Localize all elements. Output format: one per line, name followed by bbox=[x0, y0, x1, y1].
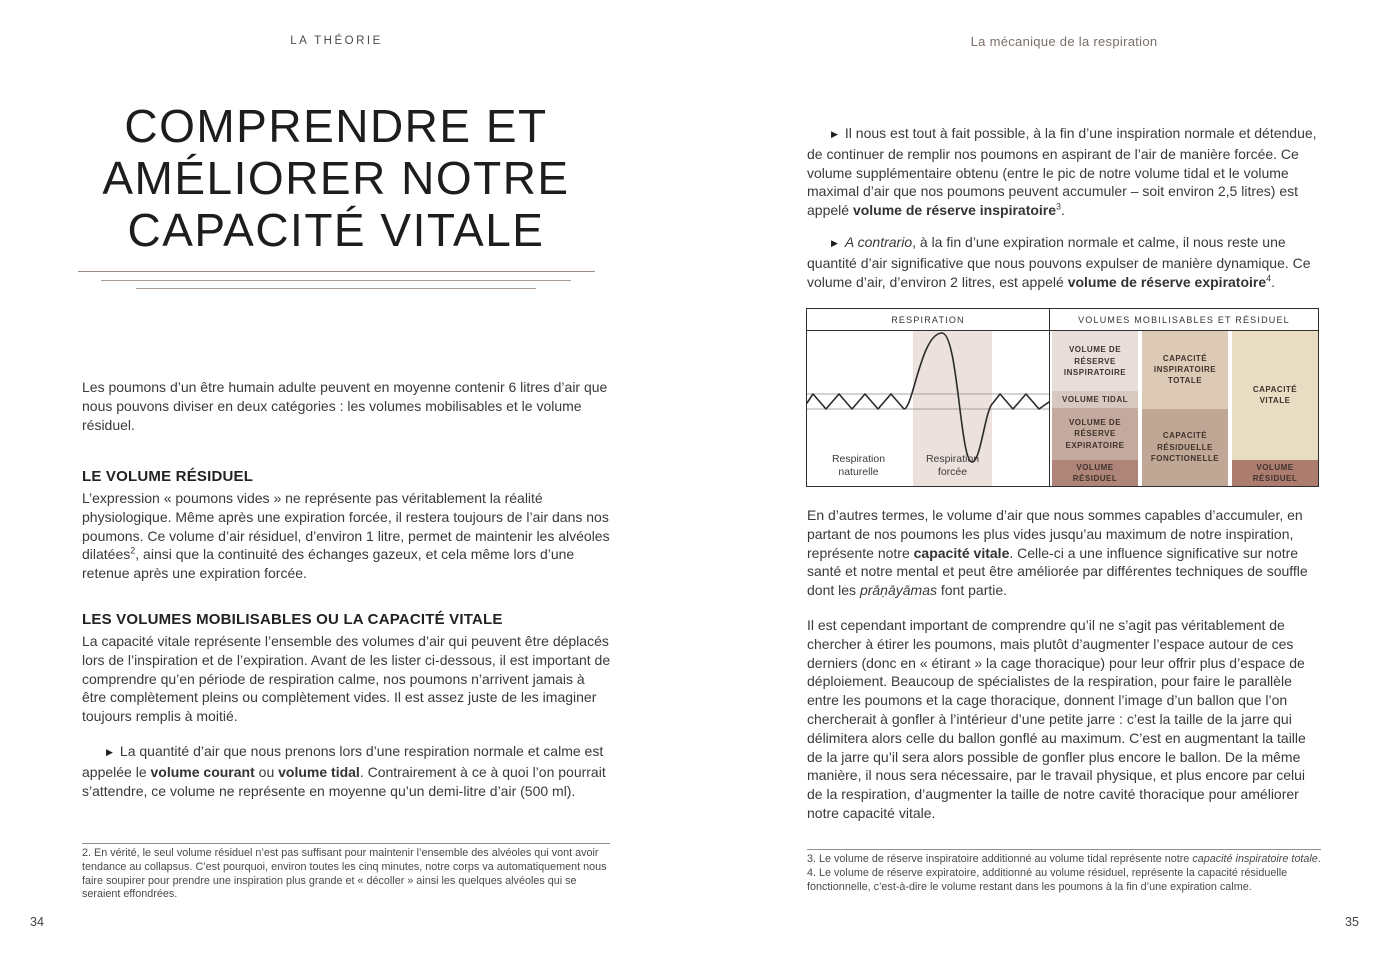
footnote-ref-4: 4 bbox=[1266, 272, 1272, 283]
footnote-ref-3: 3 bbox=[1056, 201, 1062, 212]
section-heading-volumes-mobilisables: LES VOLUMES MOBILISABLES OU LA CAPACITÉ VITALE bbox=[82, 611, 503, 628]
block-volume-reserve-expiratoire bbox=[1052, 408, 1138, 459]
block-label: VOLUME DE RÉSERVE EXPIRATOIRE bbox=[1065, 418, 1125, 450]
bullet-arrow-icon: ▶ bbox=[831, 237, 838, 248]
paragraph-volume-residuel bbox=[82, 489, 612, 583]
text-segment: En d’autres termes, le volume d’air que nous sommes capables d’accumuler, en partant de nos poumons les plus vides jusqu’au maximum de notre inspiration, représente notre bbox=[807, 507, 1303, 561]
running-head-left: LA THÉORIE bbox=[290, 35, 383, 47]
decorative-rule bbox=[101, 280, 571, 281]
block-label: VOLUME DE RÉSERVE INSPIRATOIRE bbox=[1063, 345, 1127, 377]
bullet-paragraph-reserve-inspiratoire bbox=[807, 124, 1323, 220]
text-segment: 3. Le volume de réserve inspiratoire additionné au volume tidal représente notre bbox=[807, 853, 1193, 865]
block-volume-residuel-1 bbox=[1052, 460, 1138, 486]
diagram-header-respiration: RESPIRATION bbox=[807, 309, 1050, 330]
footnotes-right bbox=[807, 853, 1321, 894]
block-label: VOLUME RÉSIDUEL bbox=[1072, 462, 1118, 483]
text-segment: Il nous est tout à fait possible, à la fin d’une inspiration normale et détendue, de continuer de remplir nos poumons en aspirant de l’air de manière forcée. Ce volume supplémentaire obtenu (entre le pic de notre volume tidal et le volume maximal d’air que nos poumons peuvent accumuler – soit environ 2,5 litres) est appelé bbox=[807, 125, 1317, 219]
footnote-ref-2: 2 bbox=[130, 545, 136, 556]
text-segment: . Celle-ci a une influence significative sur notre santé et notre mental et peut être améliorée par différentes techniques de souffle dont les bbox=[807, 544, 1308, 599]
text-segment: . Contrairement à ce à quoi l’on pourrait s’attendre, ce volume ne représente en moyenne qu’un demi-litre d’air (500 ml). bbox=[82, 763, 606, 799]
running-head-right: La mécanique de la respiration bbox=[970, 34, 1158, 49]
bold-volume-reserve-inspiratoire: volume de réserve inspiratoire bbox=[852, 202, 1057, 219]
footnote-3 bbox=[807, 853, 1321, 867]
block-label: CAPACITÉ VITALE bbox=[1252, 385, 1298, 406]
italic-a-contrario: A contrario bbox=[844, 234, 913, 250]
volume-columns bbox=[1050, 331, 1318, 486]
block-label: CAPACITÉ INSPIRATOIRE TOTALE bbox=[1153, 353, 1217, 386]
chapter-title bbox=[40, 100, 632, 256]
footnote-rule-right bbox=[807, 849, 1321, 850]
page-number-right: 35 bbox=[1345, 915, 1359, 929]
bold-volume-courant: volume courant bbox=[150, 763, 255, 780]
italic-capacite-inspiratoire-totale: capacité inspiratoire totale bbox=[1192, 853, 1318, 865]
respiration-wave-panel bbox=[807, 331, 1050, 486]
bullet-arrow-icon: ▶ bbox=[831, 128, 838, 139]
text-segment: . bbox=[1061, 202, 1065, 219]
lung-volumes-diagram bbox=[806, 308, 1319, 487]
block-capacite-residuelle-fonctionelle bbox=[1142, 409, 1228, 487]
decorative-rule bbox=[136, 288, 536, 289]
text-segment: font partie. bbox=[936, 582, 1008, 599]
block-volume-tidal bbox=[1052, 391, 1138, 408]
section-heading-volume-residuel: LE VOLUME RÉSIDUEL bbox=[82, 468, 254, 485]
diagram-body bbox=[807, 331, 1318, 486]
text-segment: , ainsi que la continuité des échanges gazeux, et cela même lors d’une retenue après une expiration forcée. bbox=[82, 546, 575, 582]
text-segment: , à la fin d’une expiration normale et calme, il nous reste une quantité d’air significative que nous pouvons expulser de manière dynamique. Ce volume d’air, d’environ 2 litres, est appelé bbox=[807, 234, 1311, 290]
label-respiration-naturelle: Respiration naturelle bbox=[831, 452, 886, 479]
volume-column-1 bbox=[1052, 331, 1138, 486]
bullet-paragraph-reserve-expiratoire bbox=[807, 233, 1323, 291]
paragraph-jarre-ballon: Il est cependant important de comprendre qu’il ne s’agit pas véritablement de chercher à étirer les poumons, mais plutôt d’augmenter l’espace autour de ces derniers (donc en « étirant » la cage thoracique) pour leur offrir plus d’espace de déploiement. Beaucoup de spécialistes de la respiration, pour faire le parallèle entre les poumons et la cage thoracique, donnent l’image d’un ballon que l’on chercherait à gonfler à l’intérieur d’une petite jarre : c’est la taille de la jarre qui délimitera alors celle du ballon gonflé au maximum. C’est en augmentant la taille de la jarre qu’il sera alors possible de gonfler plus encore le ballon. De la même manière, il nous sera nécessaire, par le travail physique, et plus encore par celui de la respiration, d’augmenter la taille de notre cavité thoracique pour améliorer notre capacité vitale. bbox=[807, 617, 1306, 821]
diagram-header-volumes: VOLUMES MOBILISABLES ET RÉSIDUEL bbox=[1078, 314, 1290, 325]
chapter-title-line: COMPRENDRE ET bbox=[124, 100, 548, 152]
chapter-title-line: CAPACITÉ VITALE bbox=[127, 204, 545, 256]
block-capacite-vitale bbox=[1232, 331, 1318, 460]
block-capacite-inspiratoire-totale bbox=[1142, 331, 1228, 409]
footnote-4: 4. Le volume de réserve expiratoire, additionné au volume résiduel, représente la capacité résiduelle fonctionnelle, c’est-à-dire le volume restant dans les poumons à la fin d’une expiration calme. bbox=[807, 866, 1288, 893]
block-label: VOLUME RÉSIDUEL bbox=[1252, 462, 1298, 483]
chapter-title-line: AMÉLIORER NOTRE bbox=[102, 152, 570, 204]
label-respiration-forcee: Respiration forcée bbox=[925, 452, 980, 479]
bold-volume-tidal: volume tidal bbox=[278, 763, 360, 780]
block-volume-residuel-3 bbox=[1232, 460, 1318, 486]
bold-volume-reserve-expiratoire: volume de réserve expiratoire bbox=[1067, 273, 1267, 290]
block-label: CAPACITÉ RÉSIDUELLE FONCTIONELLE bbox=[1150, 431, 1220, 463]
text-segment: ou bbox=[254, 763, 279, 780]
text-segment: . bbox=[1271, 273, 1276, 290]
text-segment: . bbox=[1317, 853, 1321, 865]
block-volume-reserve-inspiratoire bbox=[1052, 331, 1138, 391]
bold-capacite-vitale: capacité vitale bbox=[913, 544, 1010, 561]
footnote-rule-left bbox=[82, 843, 610, 844]
page-number-left: 34 bbox=[30, 915, 44, 929]
paragraph-capacite-vitale bbox=[807, 506, 1323, 600]
volume-column-3 bbox=[1232, 331, 1318, 486]
intro-paragraph: Les poumons d’un être humain adulte peuvent en moyenne contenir 6 litres d’air que nous pouvons diviser en deux catégories : les volumes mobilisables et le volume résiduel. bbox=[82, 379, 608, 433]
paragraph-capacite-vitale-intro: La capacité vitale représente l’ensemble des volumes d’air qui peuvent être déplacés lors de l’inspiration et de l’expiration. Avant de les lister ci-dessous, il est important de comprendre qu’en période de respiration calme, nos poumons n’arrivent jamais à être complètement pleins ou complètement vides. Il est assez juste de les imaginer toujours remplis à moitié. bbox=[82, 633, 611, 725]
text-segment: La quantité d’air que nous prenons lors d’une respiration normale et calme est appelée le bbox=[82, 743, 604, 780]
volume-column-2 bbox=[1142, 331, 1228, 486]
footnote-2: 2. En vérité, le seul volume résiduel n’est pas suffisant pour maintenir l’ensemble des alvéoles qui vont avoir tendance au collapsus. C’est pourquoi, environ toutes les cinq minutes, notre corps va automatiquement nous faire soupirer pour prendre une inspiration plus grande et « décoller » ainsi les quelques alvéoles qui se seraient effondrées. bbox=[82, 847, 607, 901]
italic-pranayamas: prāṇāyāmas bbox=[859, 582, 937, 599]
bullet-arrow-icon: ▶ bbox=[106, 746, 113, 757]
block-label: VOLUME TIDAL bbox=[1062, 395, 1128, 405]
bullet-paragraph-volume-courant bbox=[82, 742, 612, 800]
decorative-rule bbox=[78, 271, 595, 272]
text-segment: L’expression « poumons vides » ne représente pas véritablement la réalité physiologique. Même après une expiration forcée, il restera toujours de l’air dans nos poumons. Ce volume d’air résiduel, d’environ 1 litre, permet de maintenir les alvéoles dilatées bbox=[82, 490, 610, 563]
diagram-header-row bbox=[807, 309, 1318, 331]
